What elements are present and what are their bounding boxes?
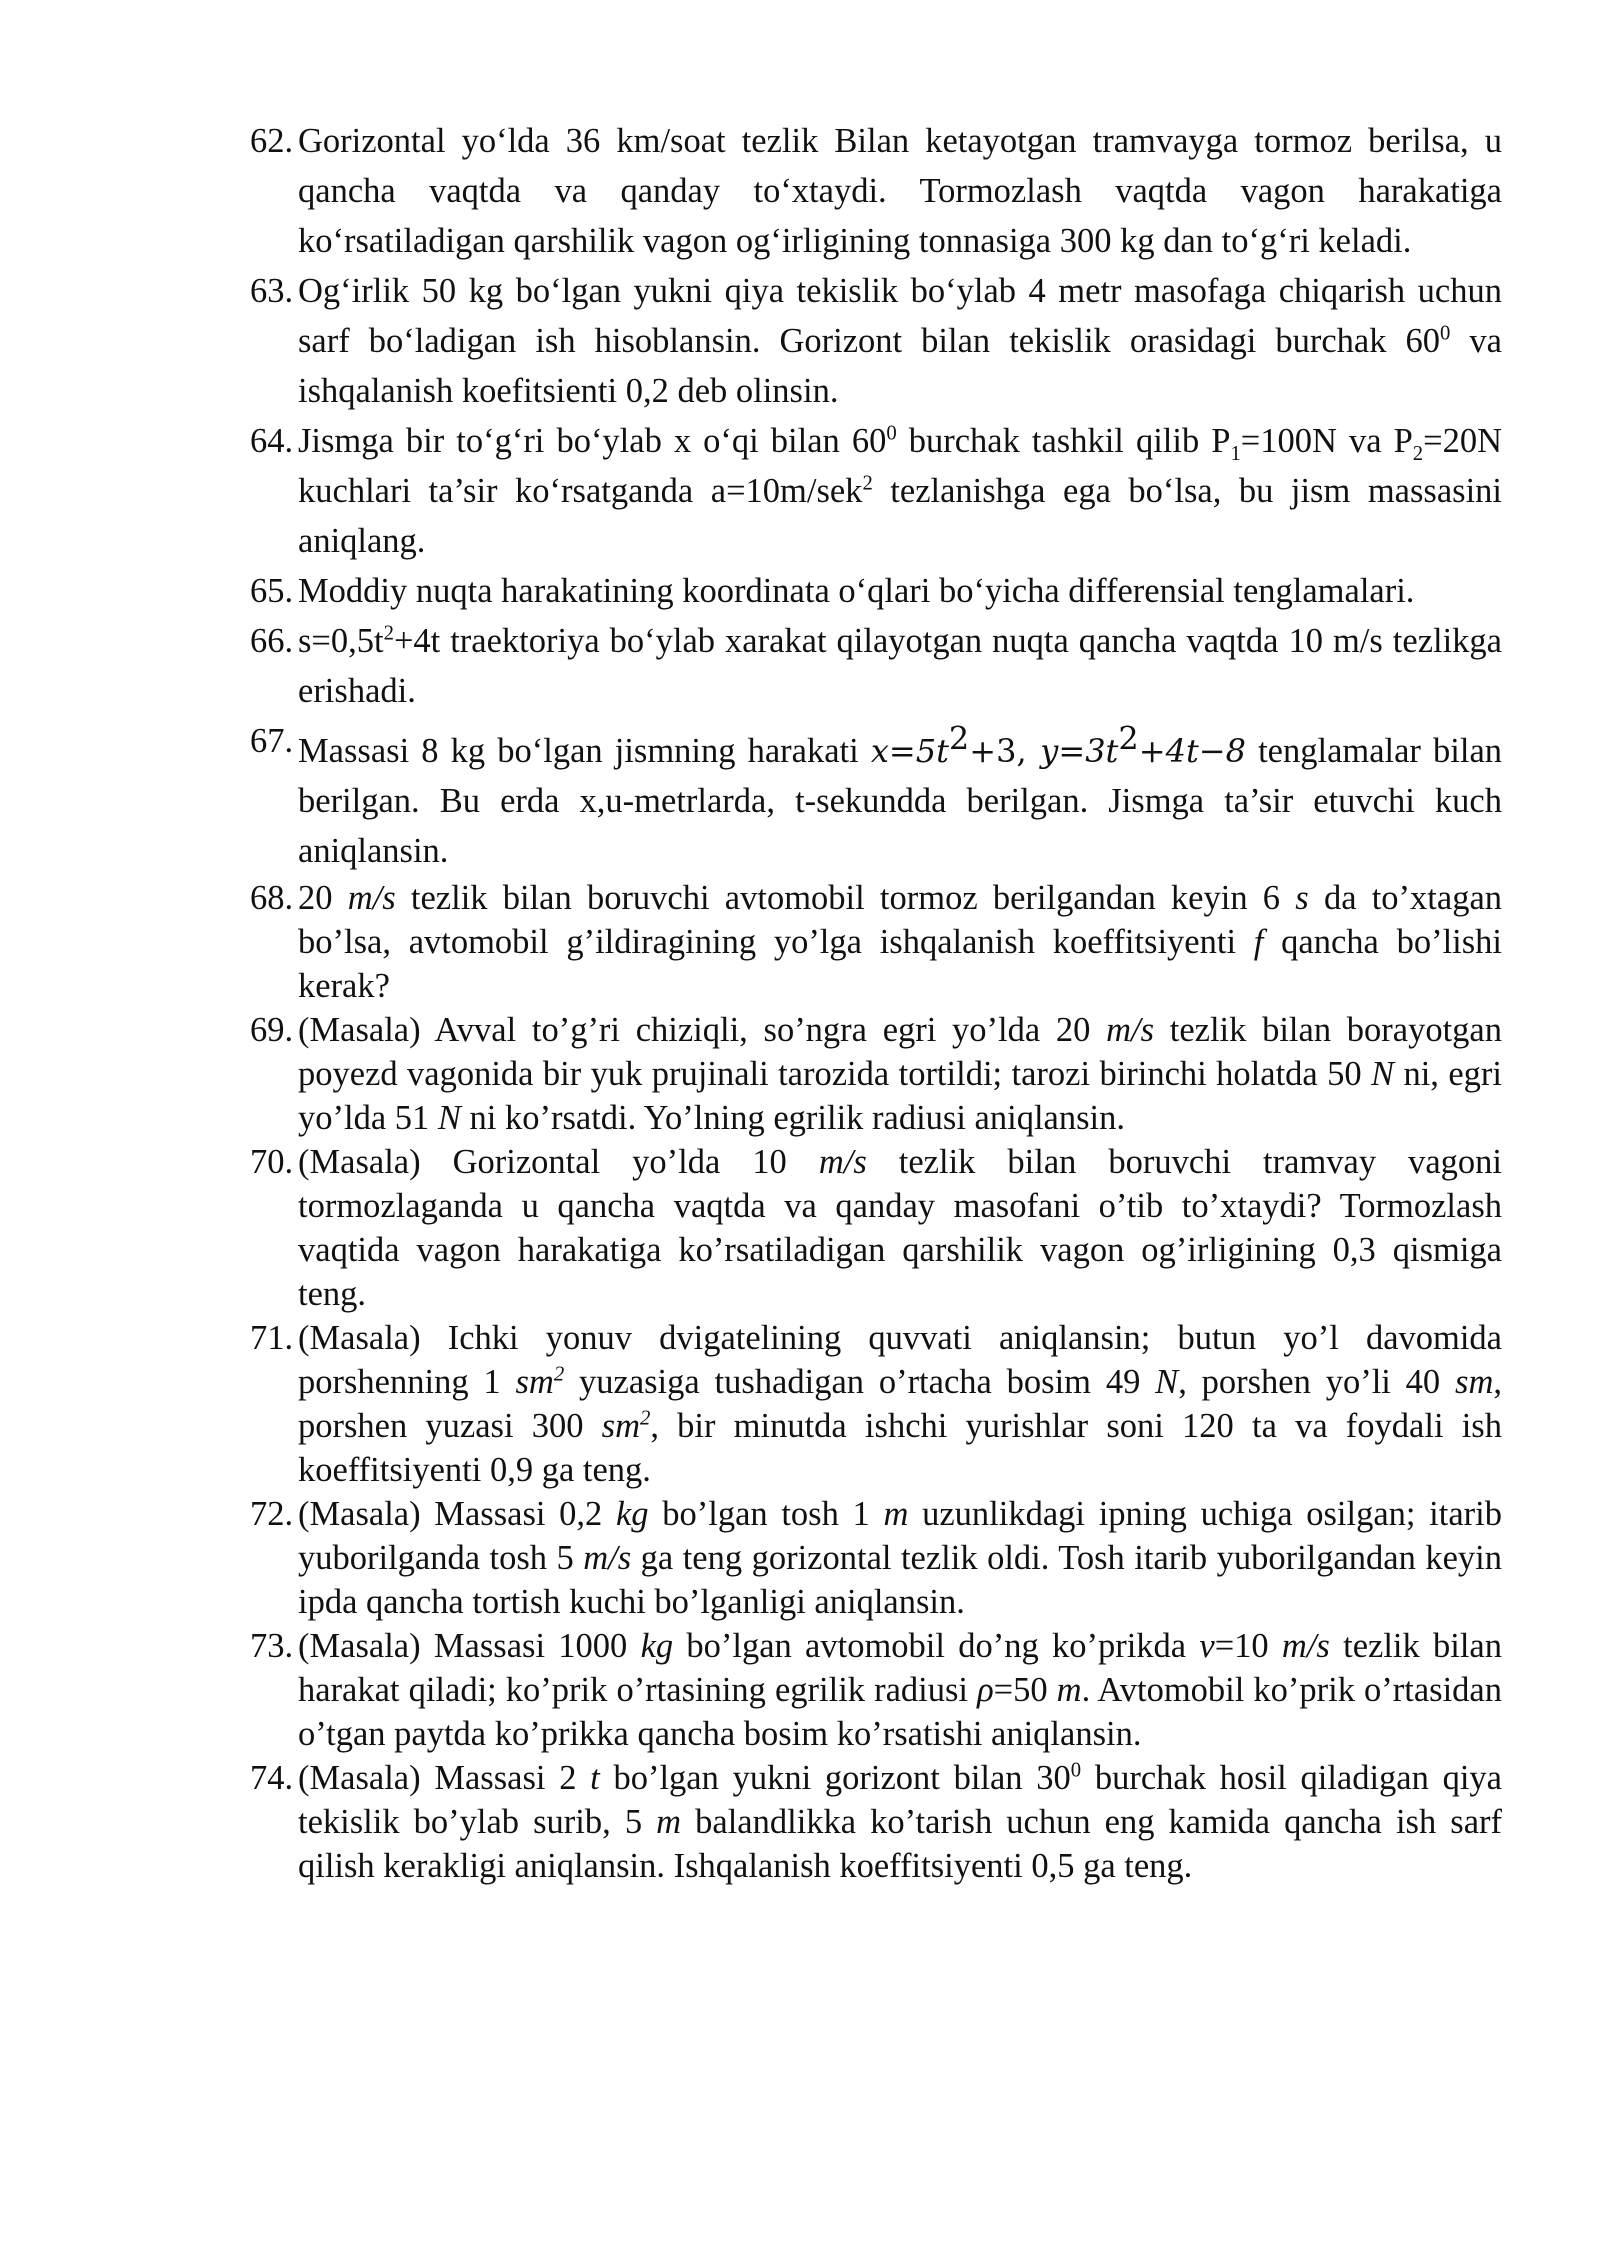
problem-number: 71.	[250, 1319, 294, 1357]
document-page	[250, 116, 1502, 1888]
text-run: . Avtomobil ko’prik o’rtasidan o’tgan paytda ko’prikka qancha bosim ko’rsatishi aniqlansin.	[298, 1671, 1502, 1753]
problem-text	[298, 266, 1502, 416]
problem-number: 64.	[250, 422, 294, 460]
problem-text	[298, 566, 1502, 616]
italic-symbol: m/s	[818, 1143, 867, 1181]
text-run: tezlik bilan boruvchi tramvay vagoni tormozlaganda u qancha vaqtda va qanday masofani o’tib to’xtaydi? Tormozlash vaqtida vagon harakatiga ko’rsatiladigan qarshilik vagon og’irligining 0,3 qismiga teng.	[298, 1143, 1503, 1313]
problem-text	[298, 1140, 1502, 1316]
text-run: yuzasiga tushadigan o’rtacha bosim 49	[564, 1363, 1156, 1401]
equation: +4t−8	[1138, 732, 1246, 770]
text-run: =50	[993, 1671, 1057, 1709]
italic-symbol: kg	[640, 1627, 674, 1665]
problem-number: 70.	[250, 1143, 294, 1181]
text-run: Jismga bir to‘g‘ri bo‘ylab x o‘qi bilan 60	[298, 422, 887, 460]
superscript: 2	[383, 622, 394, 645]
italic-symbol: kg	[615, 1495, 649, 1533]
text-run: (Masala) Massasi 2	[298, 1759, 591, 1797]
text-run: +4t traektoriya bo‘ylab xarakat qilayotgan nuqta qancha vaqtda 10 m/s tezlikga erishadi.	[298, 622, 1502, 710]
equation-exponent: 2	[948, 719, 970, 758]
italic-symbol: s	[1295, 879, 1309, 917]
superscript: 2	[862, 472, 873, 495]
problem-number: 74.	[250, 1759, 294, 1797]
text-run: bo’lgan avtomobil do’ng ko’prikda	[673, 1627, 1200, 1665]
italic-symbol: m/s	[1281, 1627, 1330, 1665]
problem-text	[298, 616, 1502, 716]
problem-number: 65.	[250, 572, 294, 610]
problem-text	[298, 416, 1502, 566]
subscript: 2	[1412, 442, 1424, 465]
problem-item	[250, 616, 1502, 716]
text-run: =20N kuchlari ta’sir ko‘rsatganda a=10m/sek	[298, 422, 1502, 510]
italic-symbol: t	[590, 1759, 600, 1797]
problem-item	[250, 566, 1502, 616]
equation: y=3t	[1040, 732, 1119, 770]
text-run: burchak hosil qiladigan qiya tekislik bo’ylab surib, 5	[298, 1759, 1502, 1841]
text-run: uzunlikdagi ipning uchiga osilgan; itarib yuborilganda tosh 5	[298, 1495, 1502, 1577]
subscript: 1	[1230, 442, 1241, 465]
text-run: Moddiy nuqta harakatining koordinata o‘qlari bo‘yicha differensial tenglamalari.	[298, 572, 1415, 610]
text-run: Og‘irlik 50 kg bo‘lgan yukni qiya tekislik bo‘ylab 4 metr masofaga chiqarish uchun sarf bo‘ladigan ish hisoblansin. Gorizont bilan tekislik orasidagi burchak 60	[298, 272, 1502, 360]
text-run: Gorizontal yo‘lda 36 km/soat tezlik Bilan ketayotgan tramvayga tormoz berilsa, u qancha vaqtda va qanday to‘xtaydi. Tormozlash vaqtda vagon harakatiga ko‘rsatiladigan qarshilik vagon og‘irligining tonnasiga 300 kg dan to‘g‘ri keladi.	[298, 122, 1502, 260]
text-run: Massasi 8 kg bo‘lgan jismning harakati	[298, 732, 871, 770]
text-run: (Masala) Massasi 1000	[298, 1627, 641, 1665]
problem-item	[250, 1140, 1502, 1316]
problem-number: 67.	[250, 722, 294, 760]
problem-item	[250, 1624, 1502, 1756]
text-run: , porshen yo’li 40	[1178, 1363, 1456, 1401]
problem-text	[298, 719, 1503, 876]
problem-text	[298, 876, 1502, 1008]
problem-item	[250, 416, 1502, 566]
problem-number: 68.	[250, 879, 294, 917]
problem-text	[298, 1492, 1502, 1624]
problem-number: 66.	[250, 622, 294, 660]
italic-symbol: sm	[515, 1363, 554, 1401]
superscript: 2	[640, 1407, 651, 1430]
problem-number: 73.	[250, 1627, 294, 1665]
italic-symbol: N	[437, 1099, 461, 1137]
problem-item	[250, 1008, 1502, 1140]
italic-symbol: f	[1253, 923, 1264, 961]
italic-symbol: v	[1199, 1627, 1215, 1665]
italic-symbol: sm	[1455, 1363, 1494, 1401]
text-run: tezlik bilan borayotgan poyezd vagonida bir yuk prujinali tarozida tortildi; tarozi birinchi holatda 50	[298, 1011, 1502, 1093]
text-run: tenglamalar bilan berilgan. Bu erda x,u-metrlarda, t-sekundda berilgan. Jismga ta’sir etuvchi kuch aniqlansin.	[298, 732, 1503, 870]
text-run: bo’lgan yukni gorizont bilan 30	[599, 1759, 1071, 1797]
italic-symbol: m/s	[583, 1539, 632, 1577]
text-run: burchak tashkil qilib P	[896, 422, 1231, 460]
problem-text	[298, 1756, 1502, 1888]
problem-text	[298, 1316, 1502, 1492]
problem-item	[250, 266, 1502, 416]
italic-symbol: m	[883, 1495, 909, 1533]
equation: x=5t	[870, 732, 949, 770]
text-run: =10	[1214, 1627, 1282, 1665]
text-run: 20	[298, 879, 348, 917]
italic-symbol: m/s	[1106, 1011, 1155, 1049]
text-run: (Masala) Ichki yonuv dvigatelining quvvati aniqlansin; butun yo’l davomida porshenning 1	[298, 1319, 1502, 1401]
italic-symbol: sm	[601, 1407, 641, 1445]
superscript: 0	[1440, 322, 1451, 345]
problem-item	[250, 1492, 1502, 1624]
problem-item	[250, 876, 1502, 1008]
italic-symbol: m	[656, 1803, 682, 1841]
problem-number: 63.	[250, 272, 294, 310]
text-run: =100N va P	[1240, 422, 1413, 460]
problem-text	[298, 116, 1502, 266]
problem-item	[250, 1316, 1502, 1492]
text-run: ni ko’rsatdi. Yo’lning egrilik radiusi aniqlansin.	[460, 1099, 1125, 1137]
italic-symbol: N	[1371, 1055, 1395, 1093]
text-run: ga teng gorizontal tezlik oldi. Tosh itarib yuborilgandan keyin ipda qancha tortish kuchi bo’lganligi aniqlansin.	[298, 1539, 1502, 1621]
superscript: 0	[886, 422, 897, 445]
text-run: balandlikka ko’tarish uchun eng kamida qancha ish sarf qilish kerakligi aniqlansin. Ishqalanish koeffitsiyenti 0,5 ga teng.	[298, 1803, 1502, 1885]
italic-symbol: N	[1155, 1363, 1179, 1401]
problem-item	[250, 1756, 1502, 1888]
text-run: tezlik bilan harakat qiladi; ko’prik o’rtasining egrilik radiusi	[298, 1627, 1502, 1709]
italic-symbol: m	[1056, 1671, 1082, 1709]
text-run: tezlik bilan boruvchi avtomobil tormoz berilgandan keyin 6	[395, 879, 1296, 917]
problem-item	[250, 116, 1502, 266]
problem-item	[250, 716, 1502, 876]
text-run: bo’lgan tosh 1	[648, 1495, 884, 1533]
problem-number: 62.	[250, 122, 294, 160]
text-run: (Masala) Gorizontal yo’lda 10	[298, 1143, 819, 1181]
superscript: 0	[1070, 1759, 1082, 1782]
text-run: (Masala) Avval to’g’ri chiziqli, so’ngra egri yo’lda 20	[298, 1011, 1107, 1049]
problem-number: 69.	[250, 1011, 294, 1049]
equation-exponent: 2	[1118, 719, 1139, 758]
equation: +3,	[969, 732, 1041, 770]
italic-symbol: m/s	[347, 879, 396, 917]
text-run: , porshen yuzasi 300	[298, 1363, 1502, 1445]
italic-symbol: ρ	[977, 1671, 994, 1709]
problem-number: 72.	[250, 1495, 294, 1533]
text-run: tezlanishga ega bo‘lsa, bu jism massasini aniqlang.	[298, 472, 1502, 560]
text-run: va ishqalanish koefitsienti 0,2 deb olinsin.	[298, 322, 1502, 410]
problem-text	[298, 1008, 1502, 1140]
superscript: 2	[553, 1363, 565, 1386]
text-run: , bir minutda ishchi yurishlar soni 120 ta va foydali ish koeffitsiyenti 0,9 ga teng.	[298, 1407, 1502, 1489]
text-run: (Masala) Massasi 0,2	[298, 1495, 616, 1533]
text-run: ni, egri yo’lda 51	[298, 1055, 1502, 1137]
text-run: da to’xtagan bo’lsa, avtomobil g’ildiragining yo’lga ishqalanish koeffitsiyenti	[298, 879, 1503, 961]
problem-text	[298, 1624, 1502, 1756]
text-run: qancha bo’lishi kerak?	[298, 923, 1503, 1005]
text-run: s=0,5t	[298, 622, 384, 660]
